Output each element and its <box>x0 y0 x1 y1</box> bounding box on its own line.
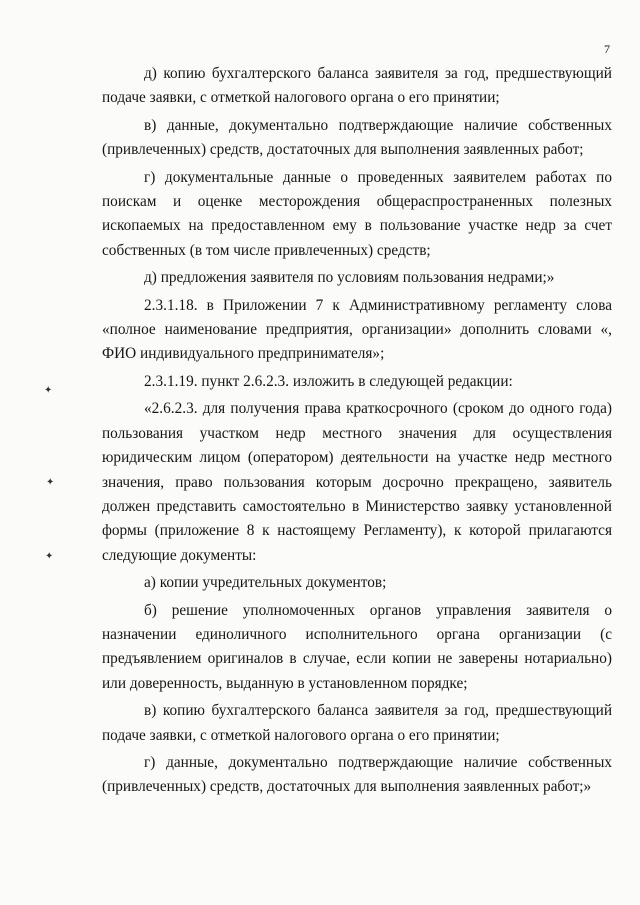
paragraph-item-d-proposals: д) предложения заявителя по условиям пользования недрами;» <box>144 269 555 287</box>
paragraph-item-v-balance: в) копию бухгалтерского баланса заявителя за год, предшествующий подаче заявки, с отметкой налогового органа о его принятии; <box>102 702 612 744</box>
paragraph-item-a-founding-docs: а) копии учредительных документов; <box>144 574 387 592</box>
paragraph-clause-2-3-1-18: 2.3.1.18. в Приложении 7 к Административному регламенту слова «полное наименование предприятия, организации» дополнить словами «, ФИО индивидуального предпринимателя»; <box>102 296 612 363</box>
page-number: 7 <box>604 42 610 56</box>
paragraph-item-g-funds: г) данные, документально подтверждающие наличие собственных (привлеченных) средств, достаточных для выполнения заявленных работ;» <box>102 753 612 796</box>
binding-hole-mark: ✦ <box>46 477 55 488</box>
paragraph-clause-2-3-1-19: 2.3.1.19. пункт 2.6.2.3. изложить в следующей редакции: <box>144 372 513 390</box>
document-body <box>102 62 612 800</box>
paragraph-item-v-funds: в) данные, документально подтверждающие наличие собственных (привлеченных) средств, достаточных для выполнения заявленных работ; <box>102 116 612 159</box>
paragraph-item-g-exploration: г) документальные данные о проведенных заявителем работах по поискам и оценке месторождения общераспространенных полезных ископаемых на предоставленном ему в пользование участке недр за счет собственных (в том числе привлеченных) средств; <box>102 168 612 259</box>
paragraph-item-d-balance: д) копию бухгалтерского баланса заявителя за год, предшествующий подаче заявки, с отметкой налогового органа о его принятии; <box>102 65 612 107</box>
binding-hole-mark: ✦ <box>45 551 54 562</box>
paragraph-clause-2-6-2-3: «2.6.2.3. для получения права краткосрочного (сроком до одного года) пользования участком недр местного значения для осуществления юридическим лицом (оператором) деятельности на участке недр местного значения, право пользования которым досрочно прекращено, заявитель должен представить самостоятельно в Министерство заявку установленной формы (приложение 8 к настоящему Регламенту), к которой прилагаются следующие документы: <box>102 400 612 564</box>
binding-hole-mark: ✦ <box>44 385 53 396</box>
paragraph-item-b-decision: б) решение уполномоченных органов управления заявителя о назначении единоличного исполнительного органа организации (с предъявлением оригиналов в случае, если копии не заверены нотариально) или доверенность, выданную в установленном порядке; <box>102 601 612 692</box>
